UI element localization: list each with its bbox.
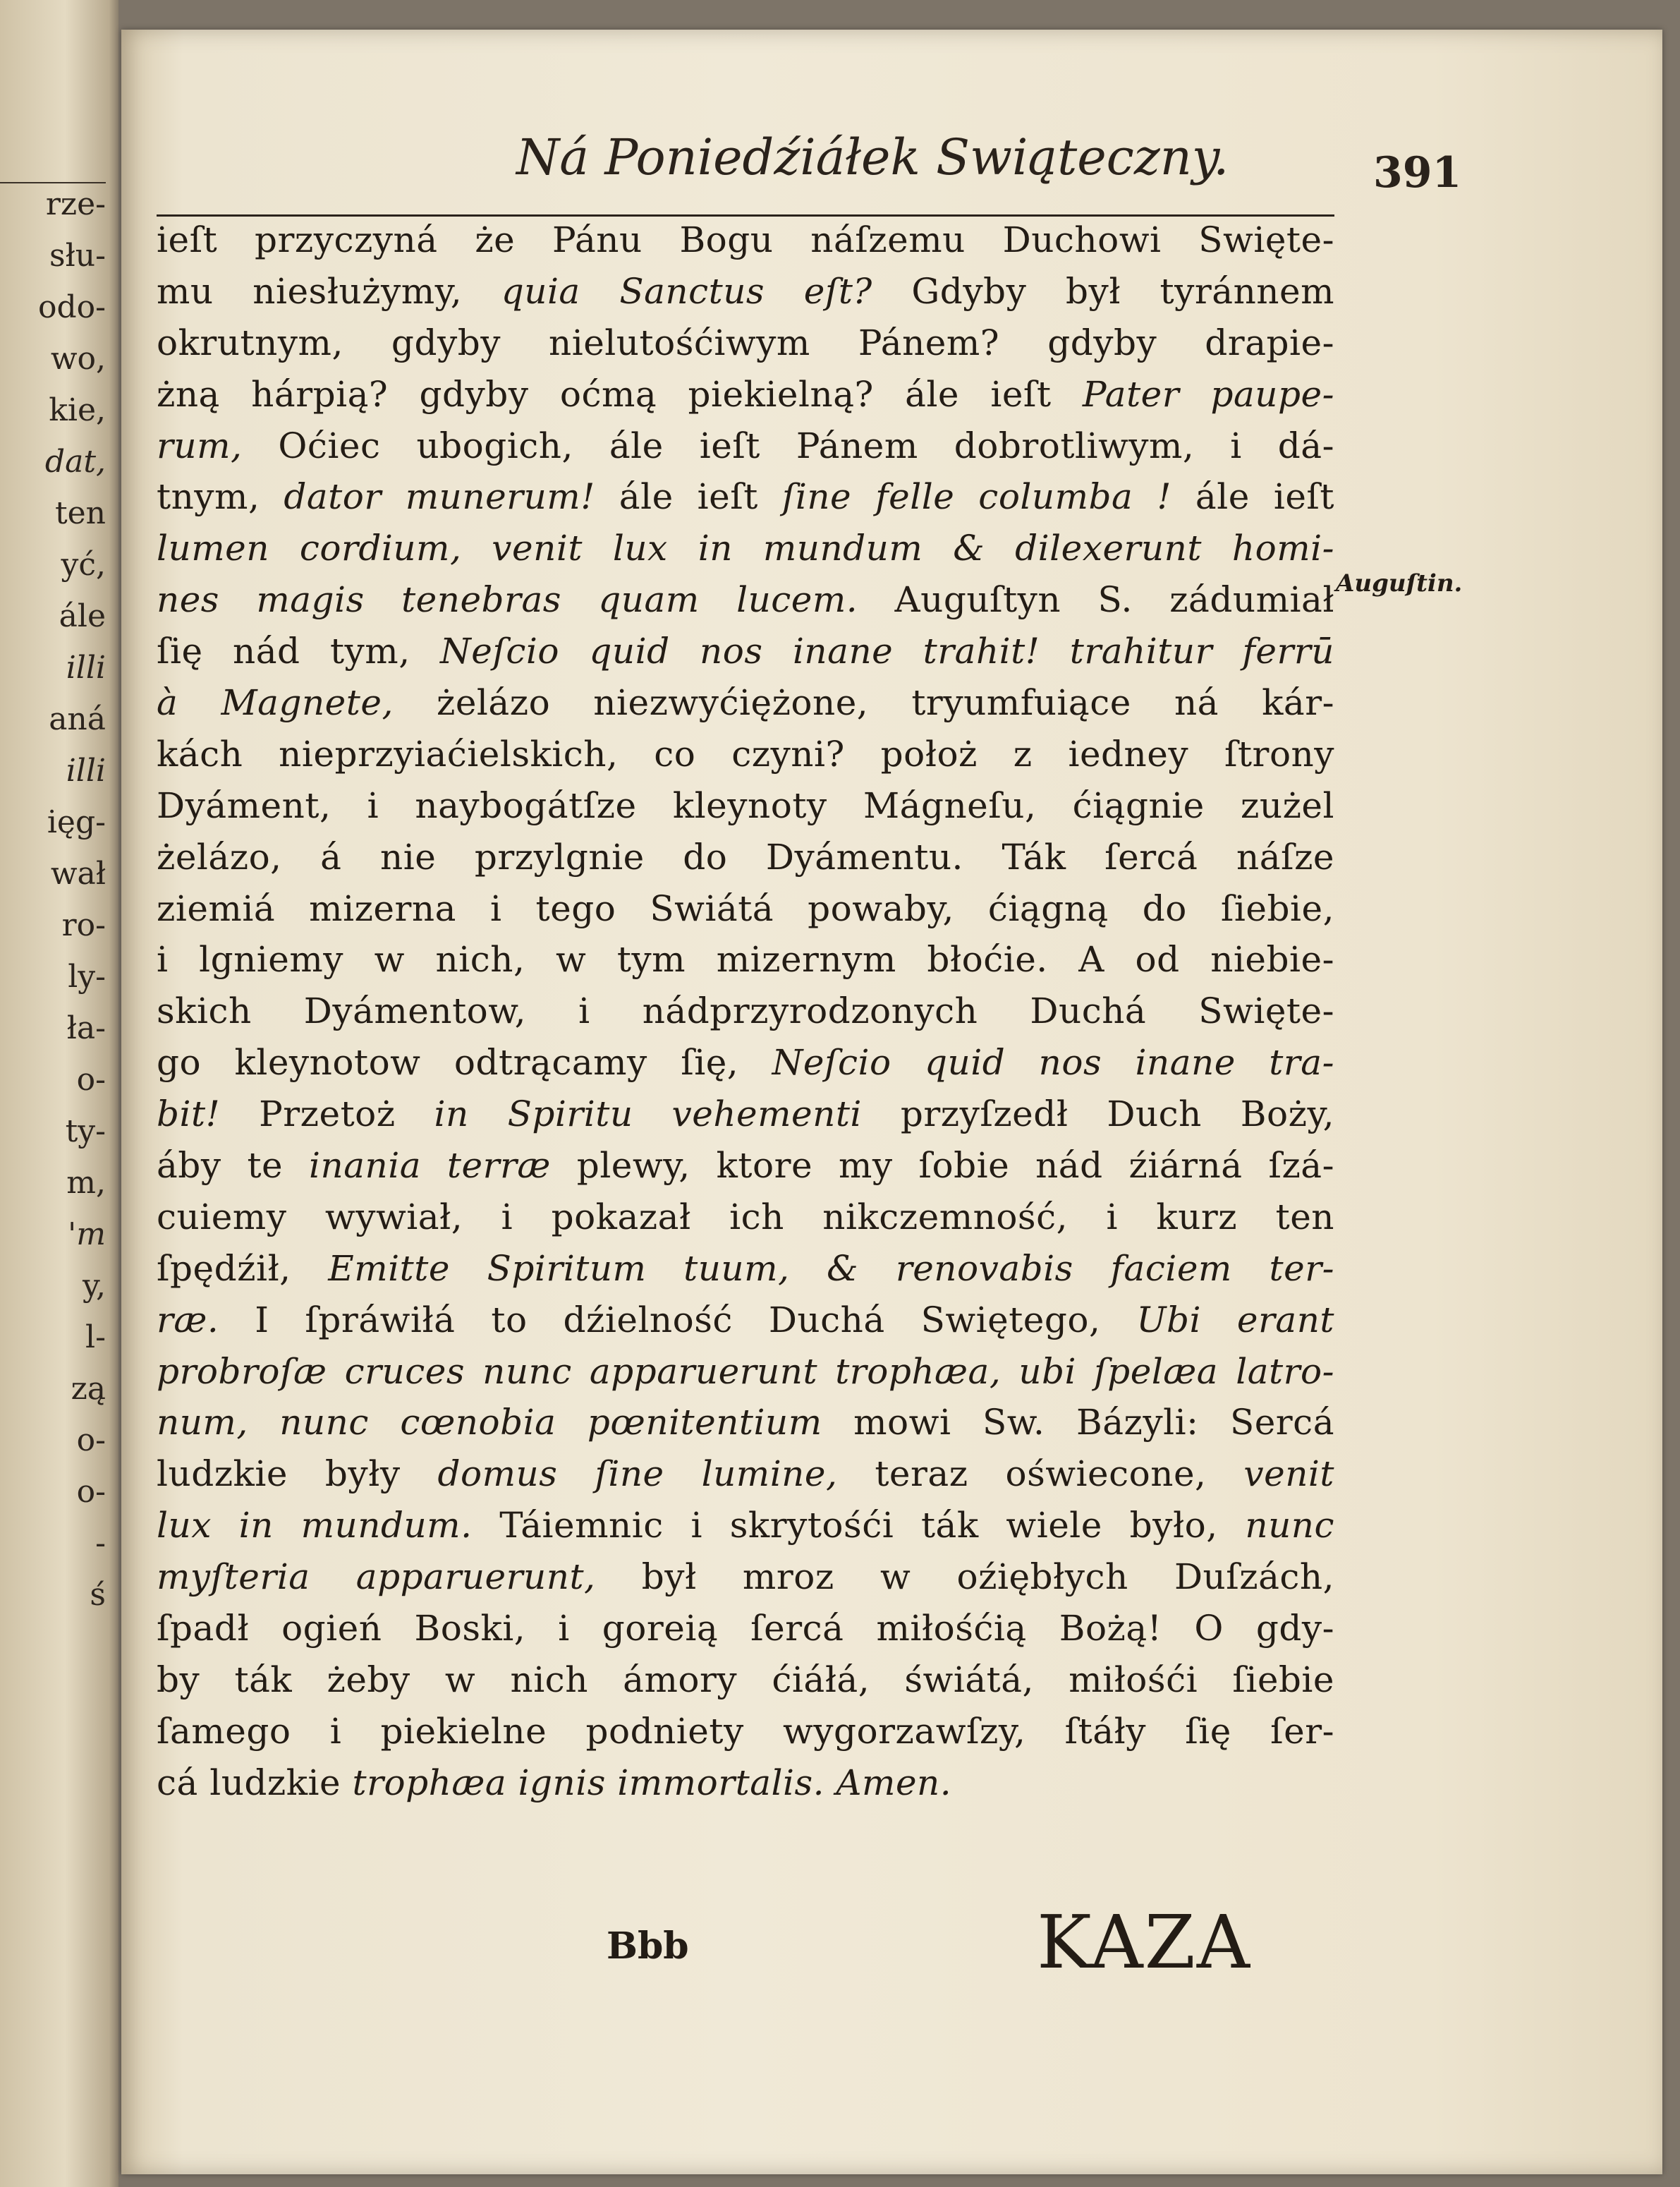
facing-page-edge — [0, 0, 118, 2187]
facing-page-fragment: ále — [59, 598, 106, 634]
text-run: skich Dyámentow, i nádprzyrodzonych Duchá Swięte- — [157, 990, 1334, 1032]
facing-page-fragment: ięg- — [47, 804, 106, 840]
facing-page-fragment: wo, — [50, 341, 106, 377]
text-line — [157, 420, 1334, 472]
italic-text: ræ. — [157, 1299, 219, 1340]
italic-text: bit! — [157, 1094, 221, 1135]
facing-page-fragment: aná — [49, 701, 106, 737]
facing-page-fragment: o- — [76, 1422, 106, 1458]
text-line — [157, 1397, 1334, 1448]
facing-page-fragment: illi — [66, 753, 106, 789]
facing-page-fragment: ś — [90, 1577, 106, 1613]
text-run: żną hárpią? gdyby oćmą piekielną? ále ieſt — [157, 373, 1083, 415]
facing-page-fragment: ła- — [66, 1010, 106, 1046]
italic-text: num, nunc cœnobia pœnitentium — [157, 1402, 822, 1443]
facing-page-fragment: o- — [76, 1062, 106, 1098]
text-line — [157, 1757, 1334, 1809]
text-run: kách nieprzyiaćielskich, co czyni? położ z iedney ſtrony — [157, 733, 1334, 775]
body-text — [157, 214, 1334, 1809]
text-line — [157, 471, 1334, 523]
text-run: I ſpráwiłá to dźielność Duchá Swiętego, — [219, 1299, 1137, 1340]
facing-page-fragment: zą — [71, 1371, 106, 1407]
italic-text: Emitte Spiritum tuum, & renovabis faciem ter- — [328, 1247, 1334, 1289]
text-line — [157, 780, 1334, 832]
text-run: by ták żeby w nich ámory ćiáłá, świátá, miłośći ſiebie — [157, 1659, 1334, 1700]
text-run: ſpędźił, — [157, 1247, 329, 1289]
text-line — [157, 1140, 1334, 1192]
italic-text: venit — [1243, 1453, 1334, 1495]
italic-text: domus ſine lumine, — [437, 1453, 838, 1495]
text-run: go kleynotow odtrącamy ſię, — [157, 1042, 772, 1084]
text-run: mu niesłużymy, — [157, 270, 501, 312]
running-title: Ná Poniedźiáłek Swiąteczny. — [516, 128, 1229, 186]
text-run: ále ieſt — [1171, 476, 1335, 518]
italic-text: probroſæ cruces nunc apparuerunt trophæa, ubi ſpelæa latro- — [157, 1350, 1334, 1392]
text-line — [157, 1448, 1334, 1500]
text-line — [157, 1089, 1334, 1140]
text-run: okrutnym, gdyby nielutośćiwym Pánem? gdyby drapie- — [157, 322, 1334, 363]
text-run: ſpadł ogień Boski, i goreią ſercá miłośćią Bożą! O gdy- — [157, 1608, 1334, 1649]
facing-page-fragment: kie, — [49, 392, 106, 428]
text-run: ziemiá mizerna i tego Swiátá powaby, ćiągną do ſiebie, — [157, 887, 1334, 929]
text-run: był mroz w oźiębłych Duſzách, — [595, 1556, 1335, 1598]
facing-page-fragment: - — [95, 1525, 106, 1561]
text-run: Dyáment, i naybogátſze kleynoty Mágneſu, ćiągnie zużel — [157, 784, 1334, 826]
text-run: Táiemnic i skrytośći ták wiele było, — [472, 1505, 1246, 1546]
facing-page-fragment: m, — [66, 1165, 106, 1201]
text-line — [157, 677, 1334, 729]
facing-page-fragment: słu- — [49, 238, 106, 274]
margin-note: Auguſtin. — [1336, 569, 1463, 598]
italic-text: rum, — [157, 425, 243, 466]
text-run: teraz oświecone, — [837, 1453, 1244, 1495]
facing-page-fragment: wał — [50, 856, 106, 892]
italic-text: myſteria apparuerunt, — [157, 1556, 596, 1598]
book-page — [121, 30, 1662, 2174]
text-run: ále ieſt — [595, 476, 782, 518]
text-line — [157, 574, 1334, 626]
italic-text: in Spiritu vehementi — [434, 1094, 862, 1135]
facing-page-fragment: o- — [76, 1474, 106, 1510]
text-run: ſię nád tym, — [157, 631, 441, 672]
text-line — [157, 1295, 1334, 1346]
text-line — [157, 1192, 1334, 1243]
facing-page-fragment: l- — [85, 1319, 106, 1355]
facing-page-fragment: illi — [66, 650, 106, 686]
catchword: KAZA — [1037, 1899, 1251, 1985]
facing-page-fragment: y, — [83, 1268, 106, 1304]
text-run: Przetoż — [220, 1094, 434, 1135]
italic-text: à Magnete, — [157, 682, 394, 724]
facing-page-fragment: odo- — [37, 289, 106, 325]
italic-text: trophæa ignis immortalis. Amen. — [352, 1762, 952, 1803]
italic-text: lumen cordium, venit lux in mundum & dilexerunt homi- — [157, 528, 1334, 569]
text-run: cuiemy wywiał, i pokazał ich nikczemność, i kurz ten — [157, 1196, 1334, 1237]
facing-page-fragment: dat, — [44, 444, 106, 480]
italic-text: Neſcio quid nos inane trahit! trahitur ferrū — [440, 631, 1335, 672]
italic-text: Neſcio quid nos inane tra- — [772, 1042, 1334, 1084]
text-line — [157, 934, 1334, 986]
text-line — [157, 729, 1334, 780]
text-run: plewy, ktore my ſobie nád źiárná ſzá- — [550, 1145, 1334, 1187]
text-line — [157, 986, 1334, 1037]
text-run: mowi Sw. Bázyli: Sercá — [822, 1402, 1334, 1443]
italic-text: nes magis tenebras quam lucem. — [157, 579, 858, 621]
text-run: żelázo niezwyćiężone, tryumfuiące ná kár- — [393, 682, 1334, 724]
text-run: cá ludzkie — [157, 1762, 353, 1803]
text-line — [157, 523, 1334, 574]
text-line — [157, 266, 1334, 317]
italic-text: ſine felle columba ! — [781, 476, 1171, 518]
italic-text: nunc — [1245, 1505, 1335, 1546]
text-line — [157, 626, 1334, 677]
text-line — [157, 1551, 1334, 1603]
text-line — [157, 317, 1334, 369]
italic-text: Pater paupe- — [1082, 373, 1335, 415]
text-line — [157, 369, 1334, 420]
text-run: i lgniemy w nich, w tym mizernym błoćie. A od niebie- — [157, 939, 1334, 981]
text-line — [157, 1706, 1334, 1757]
facing-page-rule — [0, 182, 106, 183]
text-run: Gdyby był tyránnem — [872, 270, 1334, 312]
text-line — [157, 1037, 1334, 1089]
facing-page-fragment: rze- — [45, 186, 106, 222]
text-run: ieſt przyczyná że Pánu Bogu náſzemu Duchowi Swięte- — [157, 219, 1334, 260]
text-line — [157, 883, 1334, 935]
facing-page-fragment: yć, — [61, 547, 106, 583]
facing-page-fragment: ro- — [61, 907, 106, 943]
text-run: ludzkie były — [157, 1453, 438, 1495]
italic-text: inania terræ — [309, 1145, 551, 1187]
italic-text: dator munerum! — [284, 476, 595, 518]
facing-page-fragment: 'm — [68, 1216, 106, 1252]
text-run: áby te — [157, 1145, 310, 1187]
text-line — [157, 1654, 1334, 1706]
text-line — [157, 1603, 1334, 1654]
text-run: przyſzedł Duch Boży, — [861, 1094, 1334, 1135]
italic-text: lux in mundum. — [157, 1505, 473, 1546]
text-line — [157, 1243, 1334, 1295]
text-run: Oćiec ubogich, ále ieſt Pánem dobrotliwym, i dá- — [242, 425, 1334, 466]
text-line — [157, 1500, 1334, 1551]
facing-page-fragment: ty- — [65, 1113, 106, 1149]
text-run: Auguſtyn S. zádumiał — [858, 579, 1334, 621]
facing-page-fragment: ten — [54, 495, 106, 531]
text-line — [157, 832, 1334, 883]
page-number: 391 — [1373, 148, 1462, 198]
text-line — [157, 214, 1334, 266]
italic-text: Ubi erant — [1136, 1299, 1334, 1340]
text-run: ſamego i piekielne podniety wygorzawſzy, ſtáły ſię ſer- — [157, 1710, 1334, 1752]
signature-mark: Bbb — [607, 1925, 689, 1968]
text-run: żelázo, á nie przylgnie do Dyámentu. Ták ſercá náſze — [157, 836, 1334, 878]
text-line — [157, 1346, 1334, 1398]
facing-page-fragment: ly- — [68, 959, 106, 995]
text-run: tnym, — [157, 476, 284, 518]
italic-text: quia Sanctus eſt? — [501, 270, 872, 312]
